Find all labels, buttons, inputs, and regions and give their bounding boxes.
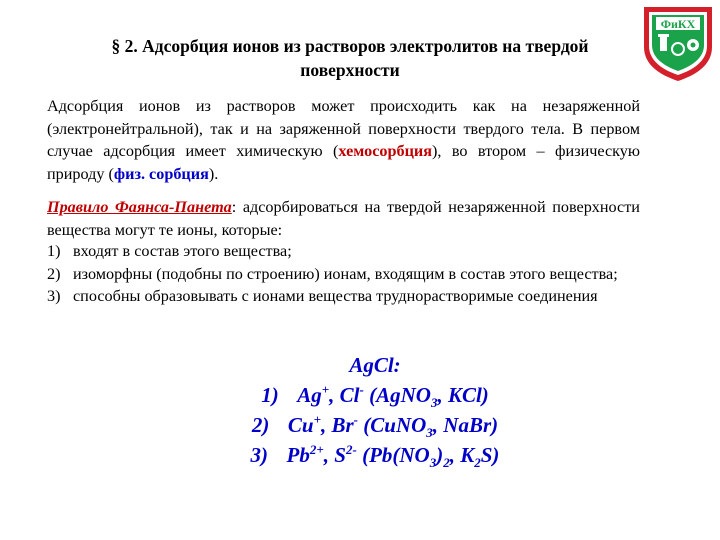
chemisorption-term: хемосорбция <box>338 142 432 161</box>
title-line-2: поверхности <box>300 60 400 80</box>
list-item <box>47 240 640 263</box>
list-item-text: изоморфны (подобны по строению) ионам, входящим в состав этого вещества; <box>73 264 618 283</box>
formula-text: , KCl) <box>437 383 489 407</box>
fajans-paneth-rule-name: Правило Фаянса-Панета <box>47 198 232 216</box>
list-item-number: 2) <box>47 264 61 283</box>
physical-sorption-term: физ. сорбция <box>113 165 209 184</box>
formula-number: 3) <box>250 443 269 467</box>
formula-text: , K <box>449 443 475 467</box>
formula-subscript: 2 <box>474 455 481 471</box>
formula-text: ) <box>436 443 444 467</box>
formula-number: 1) <box>261 383 279 407</box>
formula-header: AgCl: <box>349 353 401 377</box>
list-item <box>47 285 640 308</box>
formula-text: (CuNO <box>358 413 427 437</box>
formula-subscript: 3 <box>430 395 438 411</box>
formula-subscript: 3 <box>426 425 433 441</box>
formula-text: (AgNO <box>363 383 431 407</box>
ion-charge: 2- <box>345 442 357 457</box>
title-line-1: § 2. Адсорбция ионов из растворов электролитов на твердой <box>111 36 589 56</box>
formula-text: Pb <box>286 443 310 467</box>
intro-paragraph <box>47 95 640 186</box>
formula-text: (Pb(NO <box>356 443 430 467</box>
formula-text: , NaBr) <box>432 413 499 437</box>
formula-number: 2) <box>251 413 270 437</box>
formula-row <box>180 380 570 410</box>
formula-text: Ag <box>297 383 322 407</box>
rule-paragraph <box>47 196 640 241</box>
formula-text: S) <box>480 443 500 467</box>
list-item-number: 1) <box>47 242 61 260</box>
formula-text: , Cl <box>329 383 360 407</box>
list-item-number: 3) <box>47 287 61 306</box>
intro-text-2: ), во втором – физическую природу ( <box>47 142 640 184</box>
list-item-text: способны образовывать с ионами вещества труднорастворимые соединения <box>73 287 598 306</box>
formula-subscript: 2 <box>443 455 450 471</box>
formula-text: Cu <box>287 413 314 437</box>
formula-row <box>180 410 570 440</box>
formula-text: , S <box>323 443 346 467</box>
formula-row <box>180 440 570 470</box>
rule-text: : адсорбироваться на твердой незаряженной поверхности вещества могут те ионы, которые: <box>47 198 640 239</box>
ion-charge: + <box>313 412 321 427</box>
shield-emblem-icon <box>640 3 716 83</box>
list-item <box>47 263 640 286</box>
intro-text-1: Адсорбция ионов из растворов может происходить как на незаряженной (электронейтральной), так и на заряженной поверхности твердого тела. В первом случае адсорбция имеет химическую ( <box>47 97 640 161</box>
slide-title <box>60 34 640 82</box>
ion-charge: - <box>359 382 364 397</box>
ion-charge: + <box>321 382 330 397</box>
ion-charge: - <box>353 412 359 427</box>
formula-subscript: 3 <box>429 455 437 471</box>
list-item-text: входят в состав этого вещества; <box>73 242 292 260</box>
logo-text: ФиКХ <box>660 17 696 31</box>
formula-text: , Br <box>320 413 354 437</box>
conditions-list <box>47 240 640 308</box>
ion-charge: 2+ <box>309 442 324 457</box>
intro-text-3: ). <box>208 165 219 184</box>
formula-block <box>180 350 570 470</box>
